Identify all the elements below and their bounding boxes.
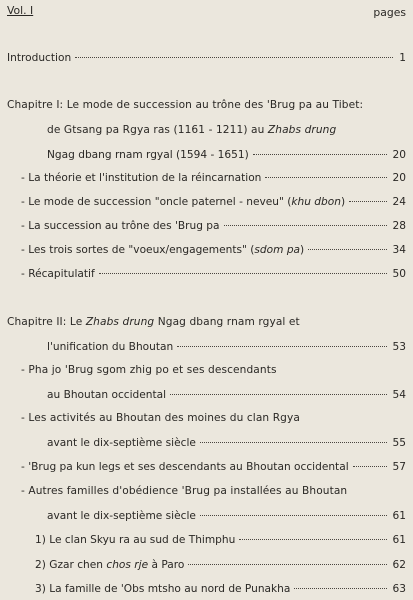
volume-label: Vol. I — [7, 4, 34, 17]
chapter-1-title-line2: de Gtsang pa Rgya ras (1161 - 1211) au Zhabs drung — [47, 124, 337, 136]
dot-leader — [308, 249, 386, 250]
toc-entry-succession-trone[interactable]: - La succession au trône des 'Brug pa 28 — [21, 220, 406, 232]
toc-entry-pha-jo-line1: - Pha jo 'Brug sgom zhig po et ses descendants — [21, 364, 277, 376]
chapter-2-title-line1: Chapitre II: Le Zhabs drung Ngag dbang rnam rgyal et — [7, 316, 300, 328]
dot-leader — [239, 539, 386, 540]
dot-leader — [200, 442, 387, 443]
toc-entry-obs-mtsho[interactable]: 3) La famille de 'Obs mtsho au nord de Punakha 63 — [35, 583, 406, 595]
dot-leader — [294, 588, 386, 589]
dot-leader — [265, 177, 386, 178]
toc-entry-chapter-2[interactable]: l'unification du Bhoutan 53 — [47, 341, 406, 353]
dot-leader — [99, 273, 387, 274]
toc-entry-pha-jo[interactable]: au Bhoutan occidental 54 — [47, 389, 406, 401]
toc-entry-kun-legs[interactable]: - 'Brug pa kun legs et ses descendants au Bhoutan occidental 57 — [21, 461, 406, 473]
dot-leader — [75, 57, 393, 58]
toc-entry-autres-familles-line1: - Autres familles d'obédience 'Brug pa installées au Bhoutan — [21, 485, 348, 497]
toc-entry-khu-dbon[interactable]: - Le mode de succession "oncle paternel - neveu" (khu dbon) 24 — [21, 196, 406, 208]
toc-entry-rgya[interactable]: avant le dix-septième siècle 55 — [47, 437, 406, 449]
dot-leader — [253, 154, 387, 155]
toc-entry-chapter-1[interactable]: Ngag dbang rnam rgyal (1594 - 1651) 20 — [47, 149, 406, 161]
toc-entry-reincarnation[interactable]: - La théorie et l'institution de la réincarnation 20 — [21, 172, 406, 184]
toc-entry-sdom-pa[interactable]: - Les trois sortes de "voeux/engagements" (sdom pa) 34 — [21, 244, 406, 256]
dot-leader — [188, 564, 386, 565]
dot-leader — [200, 515, 387, 516]
toc-entry-skyu-ra[interactable]: 1) Le clan Skyu ra au sud de Thimphu 61 — [35, 534, 406, 546]
dot-leader — [224, 225, 387, 226]
toc-entry-introduction[interactable]: Introduction 1 — [7, 52, 406, 64]
chapter-1-title-line1: Chapitre I: Le mode de succession au trône des 'Brug pa au Tibet: — [7, 99, 364, 111]
dot-leader — [353, 466, 387, 467]
dot-leader — [349, 201, 386, 202]
pages-column-header: pages — [373, 6, 406, 19]
dot-leader — [177, 346, 386, 347]
dot-leader — [170, 394, 386, 395]
toc-entry-gzar-chen[interactable]: 2) Gzar chen chos rje à Paro 62 — [35, 559, 406, 571]
toc-entry-recapitulatif[interactable]: - Récapitulatif 50 — [21, 268, 406, 280]
toc-entry-autres-familles[interactable]: avant le dix-septième siècle 61 — [47, 510, 406, 522]
toc-entry-rgya-line1: - Les activités au Bhoutan des moines du clan Rgya — [21, 412, 300, 424]
